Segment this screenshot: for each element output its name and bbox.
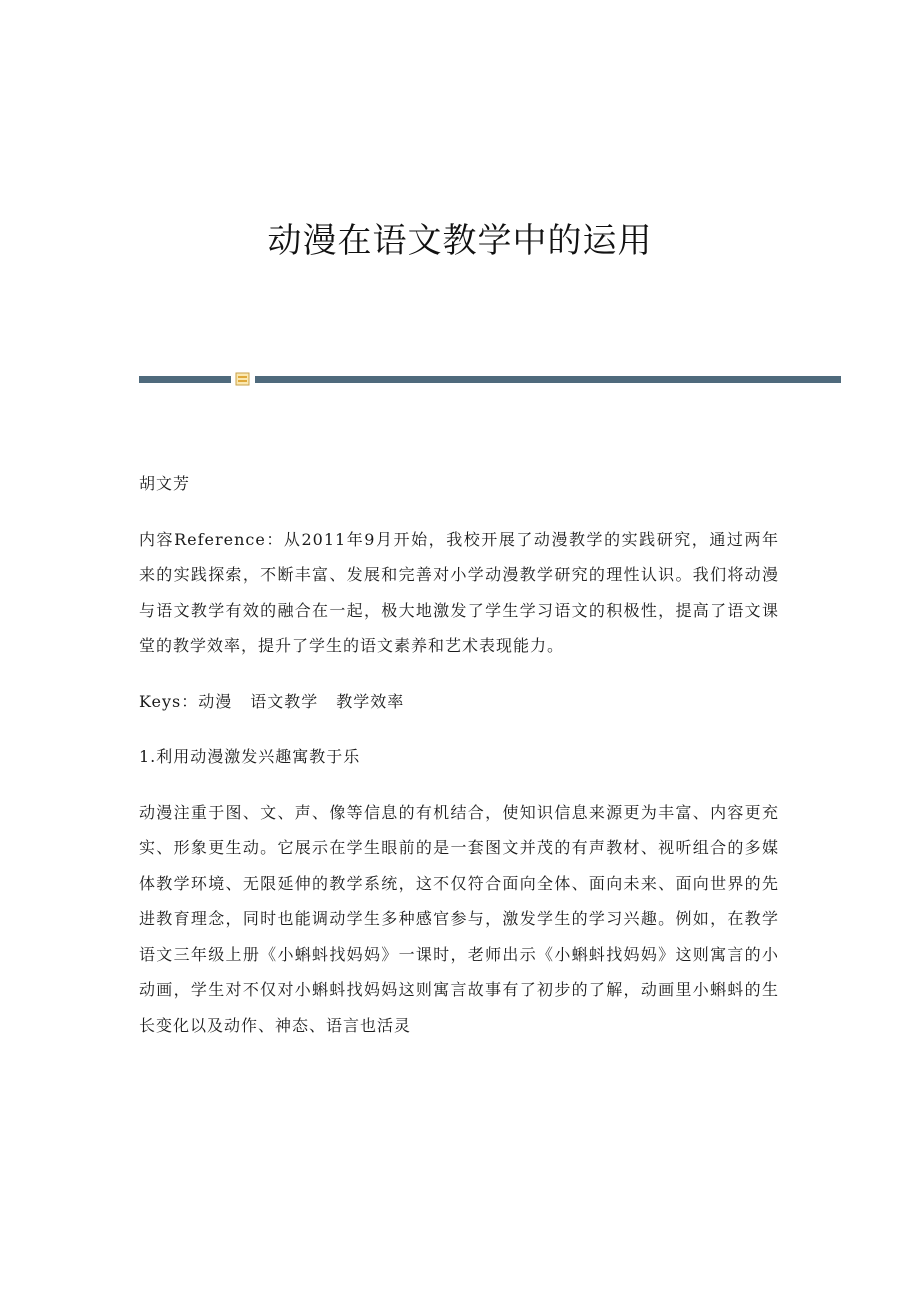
keyword-item: 语文教学	[250, 691, 319, 711]
section-paragraph: 动漫注重于图、文、声、像等信息的有机结合，使知识信息来源更为丰富、内容更充实、形象更生动。它展示在学生眼前的是一套图文并茂的有声教材、视听组合的多媒体教学环境、无限延伸的教学系统，这不仅符合面向全体、面向未来、面向世界的先进教育理念，同时也能调动学生多种感官参与，激发学生的学习兴趣。例如，在教学语文三年级上册《小蝌蚪找妈妈》一课时，老师出示《小蝌蚪找妈妈》这则寓言的小动画，学生对不仅对小蝌蚪找妈妈这则寓言故事有了初步的了解，动画里小蝌蚪的生长变化以及动作、神态、语言也活灵	[139, 802, 779, 1035]
document-title: 动漫在语文教学中的运用	[267, 221, 653, 261]
section-heading: 1.利用动漫激发兴趣寓教于乐	[139, 747, 361, 766]
keywords-line	[139, 684, 779, 720]
divider-bar-left	[139, 376, 231, 383]
author-name: 胡文芳	[139, 474, 191, 493]
keyword-item: 动漫	[198, 691, 233, 711]
title-divider	[139, 372, 841, 386]
divider-ornament-icon	[235, 372, 250, 386]
divider-bar-right	[255, 376, 841, 383]
keywords-label: Keys：	[139, 691, 199, 711]
document-body	[139, 466, 779, 1063]
abstract-paragraph: 内容Reference：从2011年9月开始，我校开展了动漫教学的实践研究，通过两年来的实践探索，不断丰富、发展和完善对小学动漫教学研究的理性认识。我们将动漫与语文教学有效的融合在一起，极大地激发了学生学习语文的积极性，提高了语文课堂的教学效率，提升了学生的语文素养和艺术表现能力。	[139, 529, 779, 655]
keyword-item: 教学效率	[336, 691, 405, 711]
